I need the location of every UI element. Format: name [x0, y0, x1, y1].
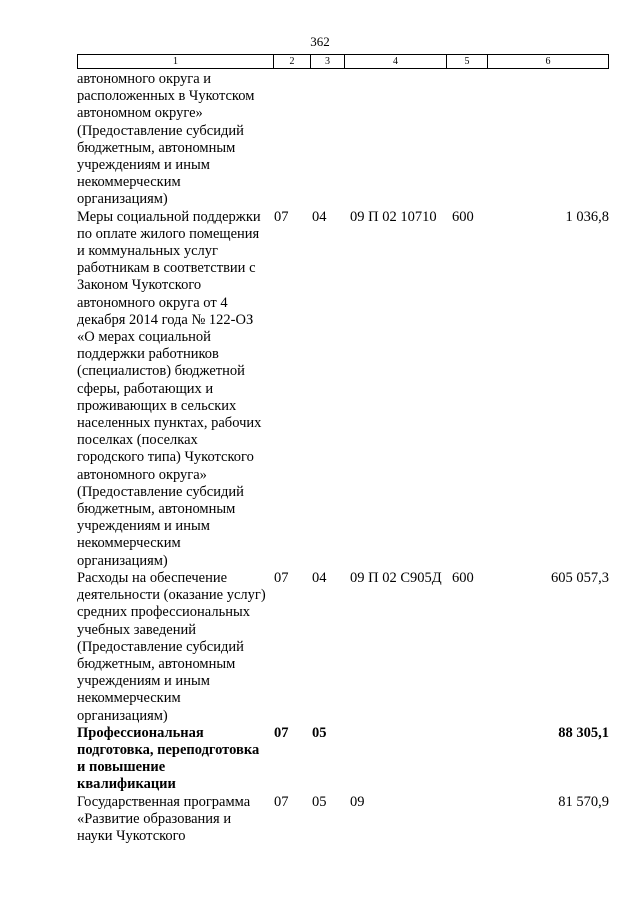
row-name: Профессиональная подготовка, переподготовка и повышение квалификации [77, 724, 260, 793]
row-section: 07 [274, 569, 289, 586]
table-row [77, 71, 609, 209]
table-body [77, 71, 609, 845]
row-subsection: 05 [312, 724, 327, 741]
row-section: 07 [274, 793, 289, 810]
header-col-5: 5 [447, 55, 488, 68]
header-col-4: 4 [345, 55, 447, 68]
row-expense-type: 600 [452, 569, 474, 586]
row-name: Меры социальной поддержки по оплате жилого помещения и коммунальных услуг работникам в соответствии с Законом Чукотского автономного округа от 4 декабря 2014 года № 122-ОЗ «О мерах социальной поддержки работников (специалистов) бюджетной сферы, работающих и проживающих в сельских населенных пунктах, рабочих поселках (поселках городского типа) Чукотского автономного округа» (Предоставление субсидий бюджетным, автономным учреждениям и иным некоммерческим организациям) [77, 208, 262, 569]
row-amount: 1 036,8 [565, 208, 609, 225]
row-name: Государственная программа «Развитие образования и науки Чукотского [77, 793, 251, 844]
row-amount: 88 305,1 [558, 724, 609, 741]
table-row [77, 725, 609, 794]
header-col-3: 3 [311, 55, 345, 68]
header-col-2: 2 [274, 55, 311, 68]
row-amount: 81 570,9 [558, 793, 609, 810]
header-col-6: 6 [545, 56, 551, 67]
row-subsection: 04 [312, 569, 327, 586]
row-amount: 605 057,3 [551, 569, 609, 586]
row-section: 07 [274, 208, 289, 225]
row-target-article: 09 П 02 10710 [350, 208, 437, 225]
table-row [77, 209, 609, 570]
table-row [77, 794, 609, 846]
row-subsection: 04 [312, 208, 327, 225]
row-target-article: 09 П 02 С905Д [350, 569, 442, 586]
page-number: 362 [310, 34, 330, 49]
row-expense-type: 600 [452, 208, 474, 225]
row-target-article: 09 [350, 793, 365, 810]
row-name: автономного округа и расположенных в Чукотском автономном округе» (Предоставление субсидий бюджетным, автономным учреждениям и иным некоммерческим организациям) [77, 71, 255, 208]
row-subsection: 05 [312, 793, 327, 810]
table-row [77, 570, 609, 725]
table-header [77, 54, 609, 69]
row-name: Расходы на обеспечение деятельности (оказание услуг) средних профессиональных учебных заведений (Предоставление субсидий бюджетным, автономным учреждениям и иным некоммерческим организациям) [77, 569, 266, 724]
header-col-1: 1 [78, 55, 274, 68]
row-section: 07 [274, 724, 289, 741]
